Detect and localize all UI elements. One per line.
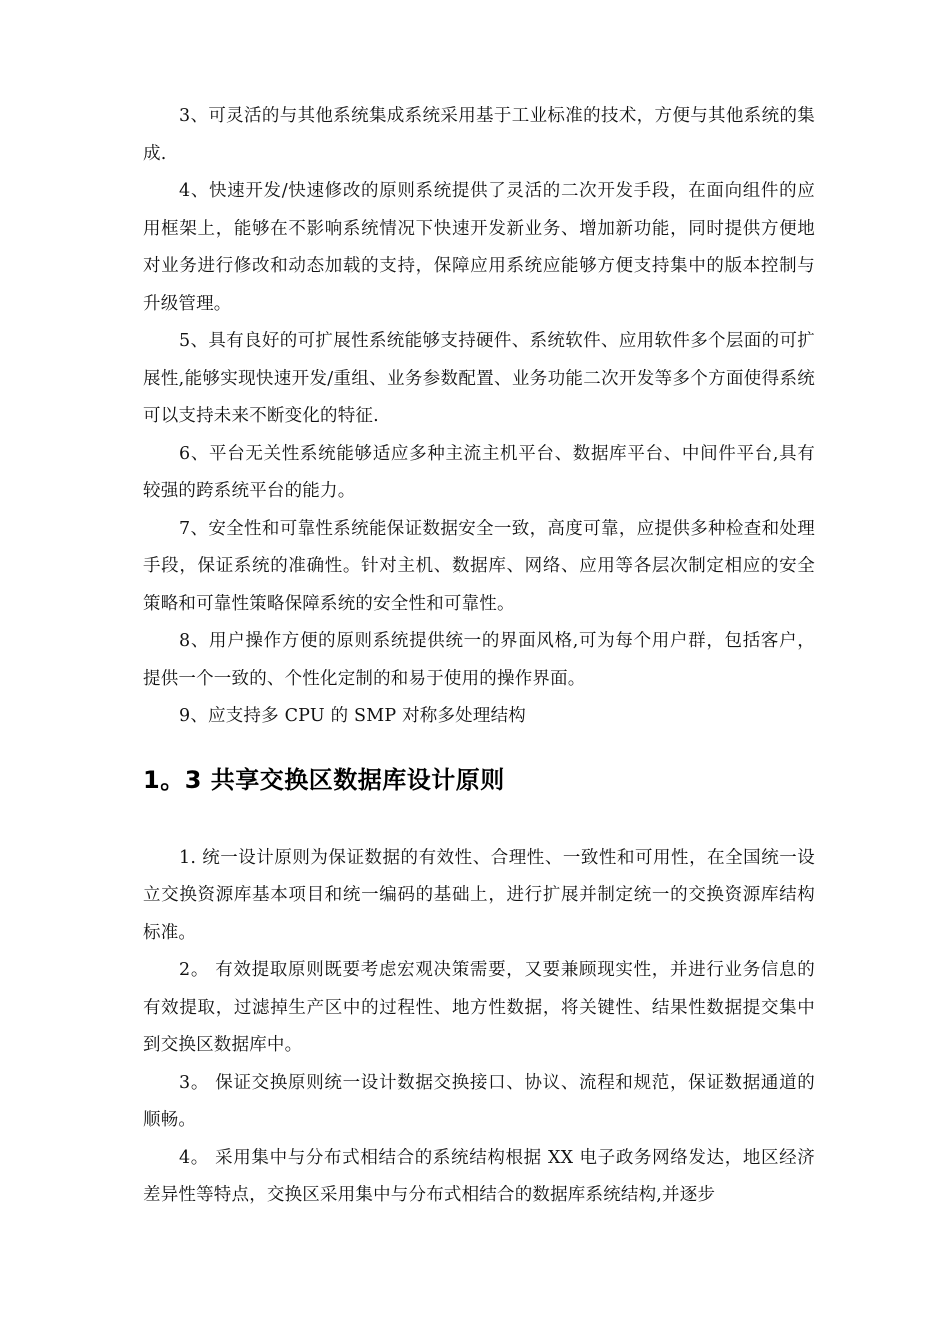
principle-item-4: 4、快速开发/快速修改的原则系统提供了灵活的二次开发手段，在面向组件的应用框架上，能够在不影响系统情况下快速开发新业务、增加新功能，同时提供方便地对业务进行修改和动态加载的支持，保障应用系统应能够方便支持集中的版本控制与升级管理。 bbox=[143, 181, 815, 314]
principle-item-8: 8、用户操作方便的原则系统提供统一的界面风格,可为每个用户群，包括客户，提供一个一致的、个性化定制的和易于使用的操作界面。 bbox=[143, 631, 815, 689]
db-principle-item-3: 3。 保证交换原则统一设计数据交换接口、协议、流程和规范，保证数据通道的顺畅。 bbox=[143, 1072, 815, 1130]
principle-item-9: 9、应支持多 CPU 的 SMP 对称多处理结构 bbox=[179, 706, 526, 726]
principle-item-6: 6、平台无关性系统能够适应多种主流主机平台、数据库平台、中间件平台,具有较强的跨系统平台的能力。 bbox=[143, 443, 815, 501]
principle-item-7: 7、安全性和可靠性系统能保证数据安全一致，高度可靠，应提供多种检查和处理手段，保证系统的准确性。针对主机、数据库、网络、应用等各层次制定相应的安全策略和可靠性策略保障系统的安全性和可靠性。 bbox=[143, 518, 815, 614]
db-principle-item-1: 1. 统一设计原则为保证数据的有效性、合理性、一致性和可用性，在全国统一设立交换资源库基本项目和统一编码的基础上，进行扩展并制定统一的交换资源库结构标准。 bbox=[143, 847, 815, 943]
db-principle-item-2: 2。 有效提取原则既要考虑宏观决策需要，又要兼顾现实性，并进行业务信息的有效提取，过滤掉生产区中的过程性、地方性数据，将关键性、结果性数据提交集中到交换区数据库中。 bbox=[143, 960, 815, 1055]
principle-item-5: 5、具有良好的可扩展性系统能够支持硬件、系统软件、应用软件多个层面的可扩展性,能够实现快速开发/重组、业务参数配置、业务功能二次开发等多个方面使得系统可以支持未来不断变化的特征. bbox=[143, 331, 815, 426]
section-heading: 1。3 共享交换区数据库设计原则 bbox=[143, 765, 505, 794]
db-principle-item-4: 4。 采用集中与分布式相结合的系统结构根据 XX 电子政务网络发达，地区经济差异性等特点，交换区采用集中与分布式相结合的数据库系统结构,并逐步 bbox=[143, 1147, 815, 1205]
principle-item-3: 3、可灵活的与其他系统集成系统采用基于工业标准的技术，方便与其他系统的集成. bbox=[143, 106, 815, 164]
section-spacer bbox=[143, 814, 815, 840]
document-body bbox=[143, 98, 815, 1215]
